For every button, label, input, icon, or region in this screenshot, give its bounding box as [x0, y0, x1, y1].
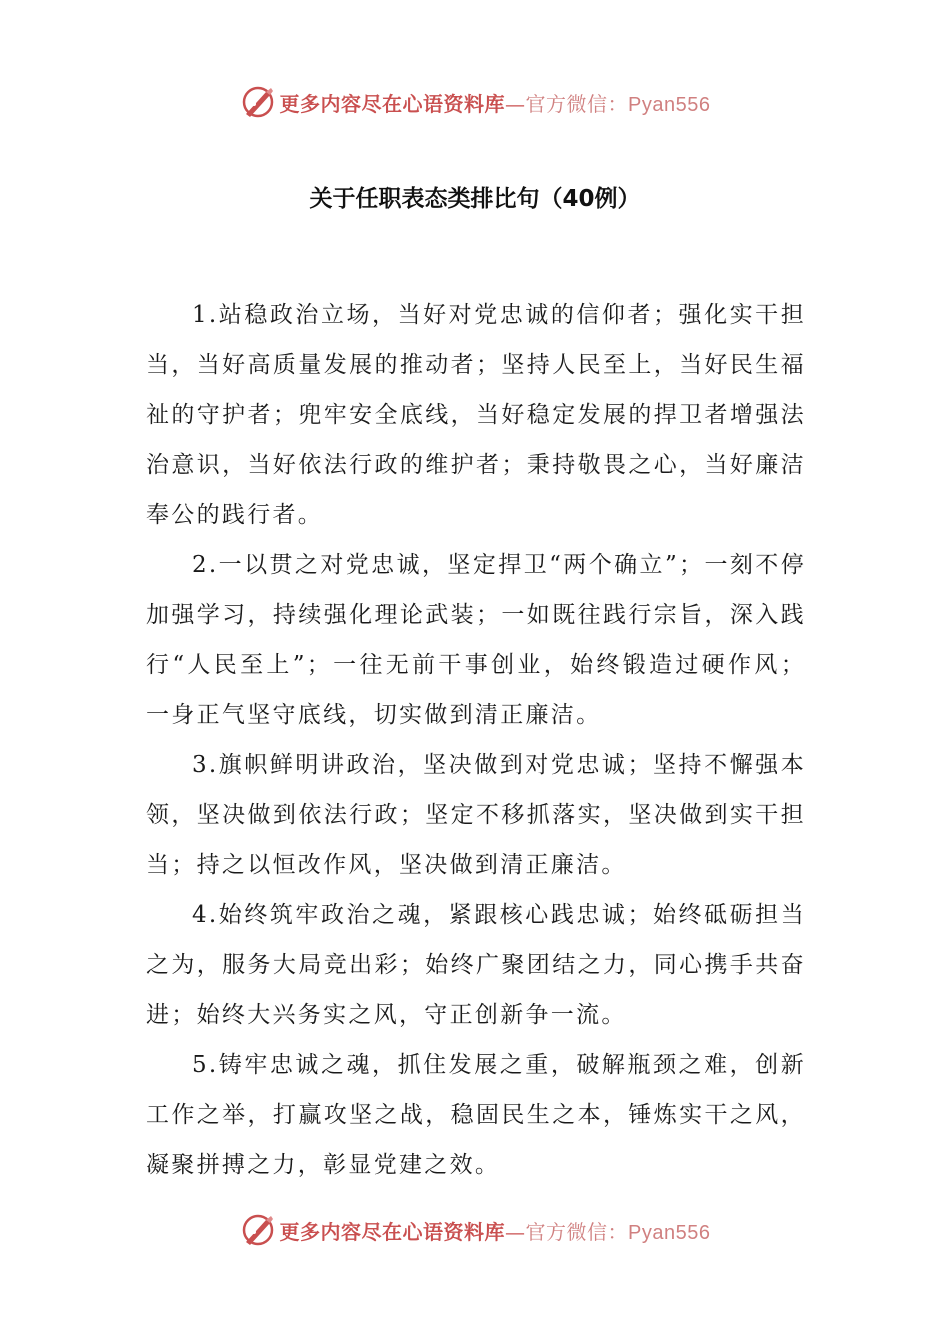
paragraph-5: 5.铸牢忠诚之魂，抓住发展之重，破解瓶颈之难，创新工作之举，打赢攻坚之战，稳固民生之本，锤炼实干之风，凝聚拼搏之力，彰显党建之效。: [146, 1052, 806, 1178]
pen-circle-logo-icon: [240, 84, 276, 120]
header-banner: [0, 82, 950, 122]
footer-contact-id: Pyan556: [628, 1221, 711, 1244]
footer-banner: [0, 1210, 950, 1250]
footer-dash: —: [505, 1219, 526, 1244]
paragraph-2: 2.一以贯之对党忠诚，坚定捍卫“两个确立”；一刻不停加强学习，持续强化理论武装；一如既往践行宗旨，深入践行“人民至上”；一往无前干事创业，始终锻造过硬作风；一身正气坚守底线，切实做到清正廉洁。: [146, 552, 806, 728]
header-brand: 更多内容尽在心语资料库: [279, 91, 506, 116]
header-contact-label: 官方微信：: [525, 91, 629, 116]
paragraph-1: 1.站稳政治立场，当好对党忠诚的信仰者；强化实干担当，当好高质量发展的推动者；坚持人民至上，当好民生福祉的守护者；兜牢安全底线，当好稳定发展的捍卫者增强法治意识，当好依法行政的维护者；秉持敬畏之心，当好廉洁奉公的践行者。: [146, 302, 806, 528]
paragraph-4: 4.始终筑牢政治之魂，紧跟核心践忠诚；始终砥砺担当之为，服务大局竞出彩；始终广聚团结之力，同心携手共奋进；始终大兴务实之风，守正创新争一流。: [146, 902, 806, 1028]
document-title: 关于任职表态类排比句（40例）: [309, 186, 641, 212]
footer-contact-label: 官方微信：: [525, 1219, 629, 1244]
pen-circle-logo-icon: [240, 1212, 276, 1248]
header-banner-text: [280, 88, 711, 117]
footer-banner-text: [280, 1216, 711, 1245]
header-dash: —: [505, 91, 526, 116]
header-contact-id: Pyan556: [628, 93, 711, 116]
footer-brand: 更多内容尽在心语资料库: [279, 1219, 506, 1244]
document-body: [146, 290, 806, 1190]
paragraph-3: 3.旗帜鲜明讲政治，坚决做到对党忠诚；坚持不懈强本领，坚决做到依法行政；坚定不移抓落实，坚决做到实干担当；持之以恒改作风，坚决做到清正廉洁。: [146, 752, 806, 878]
